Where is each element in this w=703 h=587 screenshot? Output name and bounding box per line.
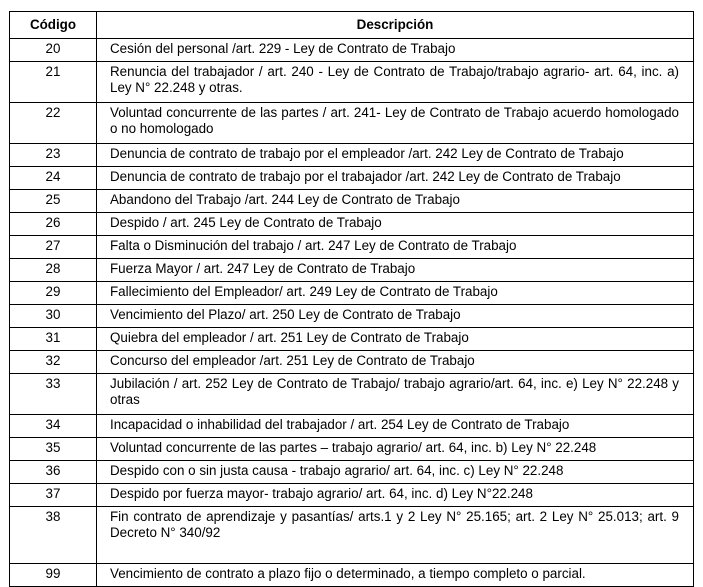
row-description: Voluntad concurrente de las partes / art. 241- Ley de Contrato de Trabajo acuerdo homologado o no homologado (97, 103, 694, 144)
table-row (10, 259, 694, 282)
row-code: 32 (10, 351, 97, 374)
row-description: Fuerza Mayor / art. 247 Ley de Contrato de Trabajo (97, 259, 694, 282)
row-description: Denuncia de contrato de trabajo por el trabajador /art. 242 Ley de Contrato de Trabajo (97, 167, 694, 190)
table-row (10, 236, 694, 259)
row-code: 26 (10, 213, 97, 236)
row-description: Denuncia de contrato de trabajo por el empleador /art. 242 Ley de Contrato de Trabajo (97, 144, 694, 167)
table-row (10, 103, 694, 144)
table-body (10, 39, 694, 587)
row-code: 36 (10, 461, 97, 484)
row-description: Renuncia del trabajador / art. 240 - Ley de Contrato de Trabajo/trabajo agrario- art. 64, inc. a) Ley N° 22.248 y otras. (97, 62, 694, 103)
table-row (10, 144, 694, 167)
table-row (10, 351, 694, 374)
row-code: 25 (10, 190, 97, 213)
row-code: 33 (10, 374, 97, 415)
row-code: 21 (10, 62, 97, 103)
table-row (10, 39, 694, 62)
row-code: 31 (10, 328, 97, 351)
row-description: Incapacidad o inhabilidad del trabajador / art. 254 Ley de Contrato de Trabajo (97, 415, 694, 438)
row-description: Voluntad concurrente de las partes – trabajo agrario/ art. 64, inc. b) Ley N° 22.248 (97, 438, 694, 461)
row-description: Despido / art. 245 Ley de Contrato de Trabajo (97, 213, 694, 236)
row-description: Despido con o sin justa causa - trabajo agrario/ art. 64, inc. c) Ley N° 22.248 (97, 461, 694, 484)
row-code: 34 (10, 415, 97, 438)
row-code: 27 (10, 236, 97, 259)
table-row (10, 62, 694, 103)
table-row (10, 190, 694, 213)
row-description: Fin contrato de aprendizaje y pasantías/ arts.1 y 2 Ley N° 25.165; art. 2 Ley N° 25.013; art. 9 Decreto N° 340/92 (97, 507, 694, 564)
table-header (10, 12, 694, 39)
row-code: 22 (10, 103, 97, 144)
table-row (10, 213, 694, 236)
row-description: Concurso del empleador /art. 251 Ley de Contrato de Trabajo (97, 351, 694, 374)
row-description: Cesión del personal /art. 229 - Ley de Contrato de Trabajo (97, 39, 694, 62)
row-description: Jubilación / art. 252 Ley de Contrato de Trabajo/ trabajo agrario/art. 64, inc. e) Ley N° 22.248 y otras (97, 374, 694, 415)
row-description: Abandono del Trabajo /art. 244 Ley de Contrato de Trabajo (97, 190, 694, 213)
row-code: 29 (10, 282, 97, 305)
codes-table (9, 11, 694, 587)
row-code: 35 (10, 438, 97, 461)
row-description: Vencimiento de contrato a plazo fijo o determinado, a tiempo completo o parcial. (97, 564, 694, 587)
row-code: 24 (10, 167, 97, 190)
header-description: Descripción (97, 12, 694, 39)
row-code: 28 (10, 259, 97, 282)
row-description: Vencimiento del Plazo/ art. 250 Ley de Contrato de Trabajo (97, 305, 694, 328)
row-description: Falta o Disminución del trabajo / art. 247 Ley de Contrato de Trabajo (97, 236, 694, 259)
table-row (10, 374, 694, 415)
row-code: 23 (10, 144, 97, 167)
row-code: 99 (10, 564, 97, 587)
table-row (10, 438, 694, 461)
table-row (10, 328, 694, 351)
table-row (10, 484, 694, 507)
row-code: 30 (10, 305, 97, 328)
table-row (10, 415, 694, 438)
table-row (10, 305, 694, 328)
row-code: 38 (10, 507, 97, 564)
header-row (10, 12, 694, 39)
table-row (10, 507, 694, 564)
table-row (10, 564, 694, 587)
table-row (10, 282, 694, 305)
header-code: Código (10, 12, 97, 39)
row-code: 37 (10, 484, 97, 507)
row-description: Despido por fuerza mayor- trabajo agrario/ art. 64, inc. d) Ley N°22.248 (97, 484, 694, 507)
row-code: 20 (10, 39, 97, 62)
row-description: Fallecimiento del Empleador/ art. 249 Ley de Contrato de Trabajo (97, 282, 694, 305)
row-description: Quiebra del empleador / art. 251 Ley de Contrato de Trabajo (97, 328, 694, 351)
table-row (10, 167, 694, 190)
table-row (10, 461, 694, 484)
